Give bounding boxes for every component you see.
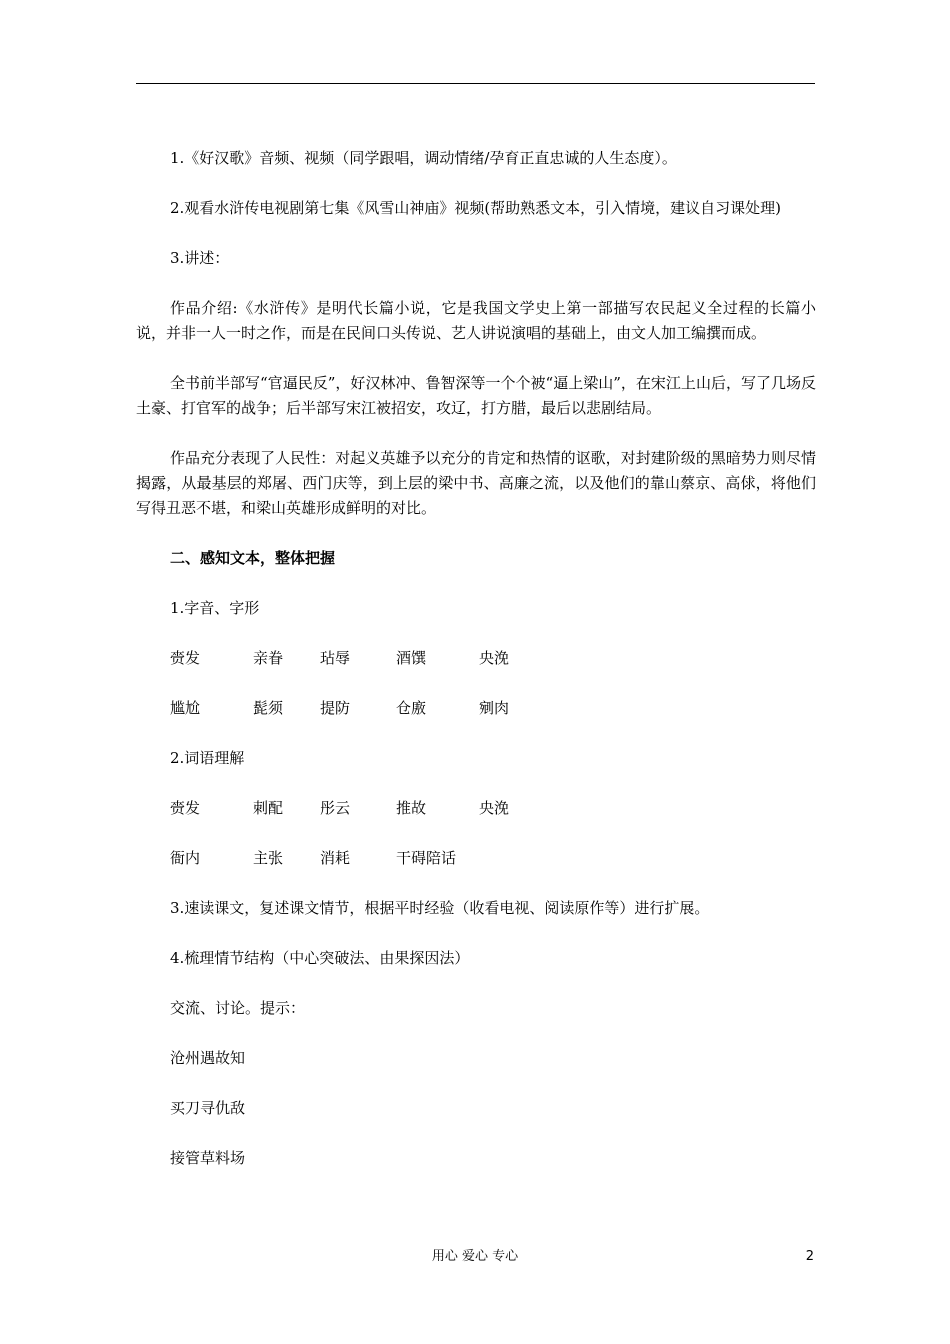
word: 玷辱 bbox=[320, 649, 351, 667]
word: 酒馔 bbox=[396, 649, 427, 667]
paragraph-2: 2.观看水浒传电视剧第七集《风雪山神庙》视频(帮助熟悉文本，引入情境，建议自习课处理) bbox=[170, 199, 782, 217]
word: 剜肉 bbox=[479, 699, 510, 717]
section-heading: 二、感知文本，整体把握 bbox=[170, 549, 336, 567]
pronunciation-label: 1.字音、字形 bbox=[170, 599, 260, 617]
vocabulary-row-1 bbox=[136, 796, 816, 821]
pronunciation-row-1 bbox=[136, 646, 816, 671]
word: 尴尬 bbox=[170, 699, 201, 717]
paragraph-people-nature: 作品充分表现了人民性：对起义英雄予以充分的肯定和热情的讴歌，对封建阶级的黑暗势力则尽情揭露，从最基层的郑屠、西门庆等，到上层的梁中书、高廉之流，以及他们的靠山蔡京、高俅，将他们写得丑恶不堪，和梁山英雄形成鲜明的对比。 bbox=[136, 449, 816, 517]
word: 髭须 bbox=[253, 699, 284, 717]
plot-item: 接管草料场 bbox=[170, 1149, 246, 1167]
pronunciation-row-2 bbox=[136, 696, 816, 721]
footer-motto: 用心 爱心 专心 bbox=[431, 1249, 519, 1264]
word: 干碍陪话 bbox=[396, 849, 457, 867]
word: 央浼 bbox=[479, 649, 510, 667]
word: 彤云 bbox=[320, 799, 351, 817]
word: 消耗 bbox=[320, 849, 351, 867]
word: 刺配 bbox=[253, 799, 284, 817]
paragraph-discuss: 交流、讨论。提示： bbox=[170, 999, 306, 1017]
word: 亲眷 bbox=[253, 649, 284, 667]
word: 仓廒 bbox=[396, 699, 427, 717]
paragraph-structure: 4.梳理情节结构（中心突破法、由果探因法） bbox=[170, 949, 470, 967]
page-number: 2 bbox=[805, 1249, 814, 1264]
word: 推故 bbox=[396, 799, 427, 817]
word: 赍发 bbox=[170, 649, 201, 667]
paragraph-3: 3.讲述： bbox=[170, 249, 230, 267]
plot-item: 沧州遇故知 bbox=[170, 1049, 246, 1067]
plot-item: 买刀寻仇敌 bbox=[170, 1099, 246, 1117]
paragraph-1: 1.《好汉歌》音频、视频（同学跟唱，调动情绪/孕育正直忠诚的人生态度）。 bbox=[170, 149, 677, 167]
word: 提防 bbox=[320, 699, 351, 717]
paragraph-book-summary: 全书前半部写“官逼民反”，好汉林冲、鲁智深等一个个被“逼上梁山”，在宋江上山后，写了几场反土豪、打官军的战争；后半部写宋江被招安，攻辽，打方腊，最后以悲剧结局。 bbox=[136, 374, 816, 417]
header-rule bbox=[136, 83, 815, 84]
vocabulary-label: 2.词语理解 bbox=[170, 749, 245, 767]
paragraph-retell: 3.速读课文，复述课文情节，根据平时经验（收看电视、阅读原作等）进行扩展。 bbox=[170, 899, 710, 917]
word: 主张 bbox=[253, 849, 284, 867]
word: 衙内 bbox=[170, 849, 201, 867]
word: 央浼 bbox=[479, 799, 510, 817]
page-body bbox=[136, 146, 816, 1196]
word: 赍发 bbox=[170, 799, 201, 817]
paragraph-work-intro: 作品介绍:《水浒传》是明代长篇小说，它是我国文学史上第一部描写农民起义全过程的长篇小说，并非一人一时之作，而是在民间口头传说、艺人讲说演唱的基础上，由文人加工编撰而成。 bbox=[136, 299, 816, 342]
vocabulary-row-2 bbox=[136, 846, 816, 871]
